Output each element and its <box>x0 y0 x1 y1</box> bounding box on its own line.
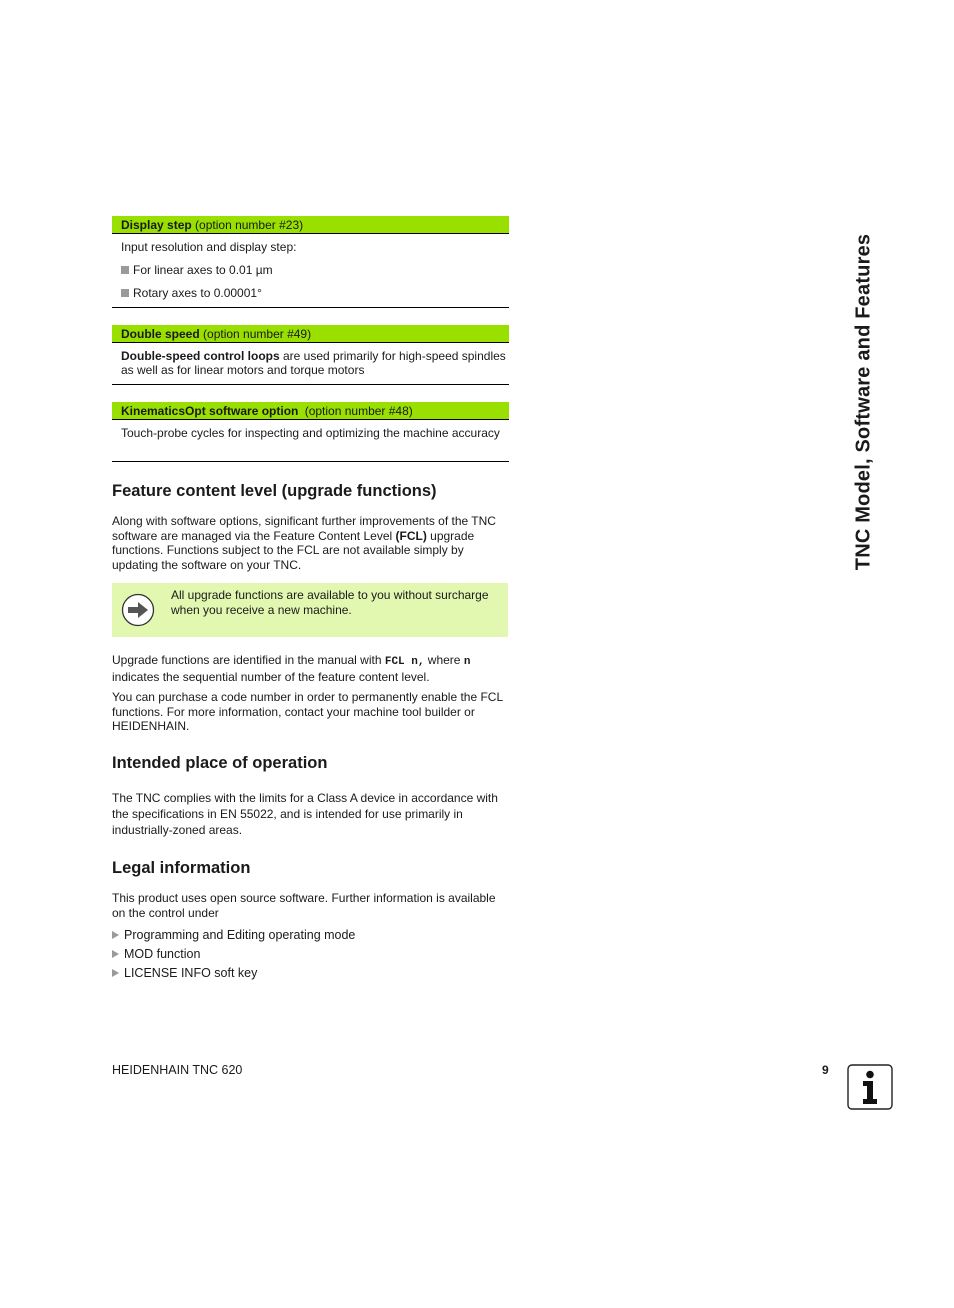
option-name: Double speed <box>121 327 200 341</box>
option-body-double-speed <box>112 344 509 385</box>
note-text: All upgrade functions are available to you without surcharge when you receive a new machine. <box>171 588 489 617</box>
triangle-bullet-icon <box>112 950 119 958</box>
square-bullet-icon <box>121 266 129 274</box>
list-item: Programming and Editing operating mode <box>112 928 355 943</box>
list-item: MOD function <box>112 947 200 962</box>
fcl-paragraph-1: Along with software options, significant further improvements of the TNC software are managed via the Feature Content Level (FCL) upgrade functions. Functions subject to the FCL are not available simply by updating the software on your TNC. <box>112 514 496 572</box>
option-intro: Input resolution and display step: <box>121 240 297 254</box>
info-icon <box>847 1064 893 1110</box>
legal-paragraph: This product uses open source software. Further information is available on the control under <box>112 891 496 920</box>
option-text: Double-speed control loops are used primarily for high-speed spindles as well as for linear motors and torque motors <box>121 349 506 377</box>
option-header-double-speed <box>112 325 509 343</box>
arrow-right-icon <box>121 593 155 627</box>
option-bullet: Rotary axes to 0.00001° <box>121 286 509 300</box>
list-item: LICENSE INFO soft key <box>112 966 257 981</box>
option-name: KinematicsOpt software option <box>121 404 299 418</box>
option-name: Display step <box>121 218 192 232</box>
place-paragraph: The TNC complies with the limits for a Class A device in accordance with the specifications in EN 55022, and is intended for use primarily in industrially-zoned areas. <box>112 791 498 837</box>
side-chapter-title: TNC Model, Software and Features <box>852 233 875 571</box>
option-text: Touch-probe cycles for inspecting and optimizing the machine accuracy <box>121 426 500 440</box>
triangle-bullet-icon <box>112 931 119 939</box>
fcl-paragraph-2: Upgrade functions are identified in the manual with FCL n, where n indicates the sequential number of the feature content level. <box>112 653 471 684</box>
fcl-paragraph-3: You can purchase a code number in order to permanently enable the FCL functions. For more information, contact your machine tool builder or HEIDENHAIN. <box>112 690 503 733</box>
option-number: (option number #23) <box>195 218 304 232</box>
option-body-display-step <box>112 235 509 308</box>
option-body-kinematicsopt <box>112 421 509 462</box>
option-number: (option number #48) <box>304 404 413 418</box>
option-number: (option number #49) <box>203 327 312 341</box>
section-heading-legal: Legal information <box>112 859 251 877</box>
footer-product-name: HEIDENHAIN TNC 620 <box>112 1063 243 1077</box>
page-number: 9 <box>822 1063 829 1077</box>
square-bullet-icon <box>121 289 129 297</box>
option-header-kinematicsopt <box>112 402 509 420</box>
note-box <box>112 583 508 637</box>
section-heading-place: Intended place of operation <box>112 754 328 772</box>
option-header-display-step <box>112 216 509 234</box>
section-heading-fcl: Feature content level (upgrade functions) <box>112 482 437 500</box>
option-bullet: For linear axes to 0.01 µm <box>121 263 509 277</box>
triangle-bullet-icon <box>112 969 119 977</box>
